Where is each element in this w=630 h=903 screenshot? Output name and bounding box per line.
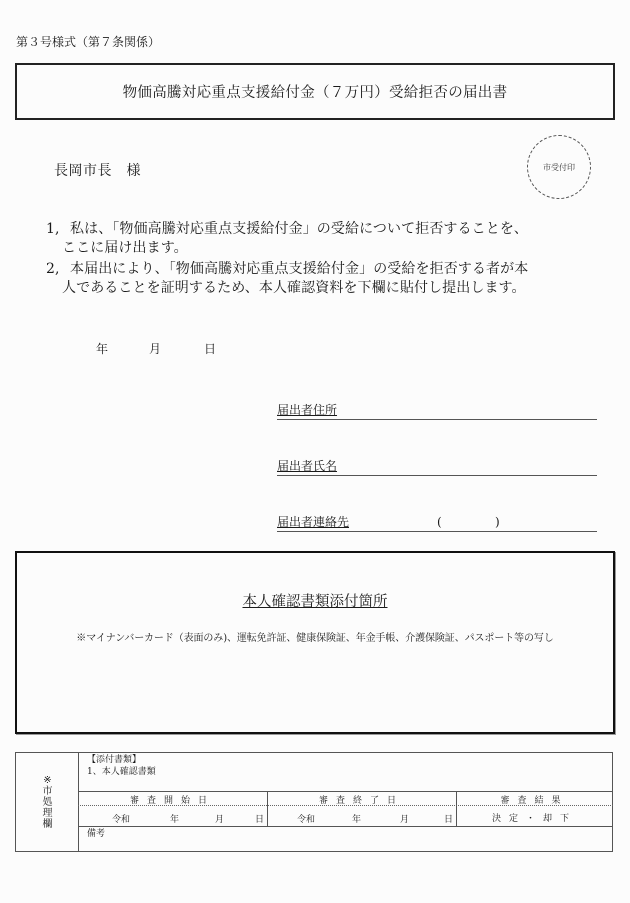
start-month: 月: [215, 815, 225, 825]
addressee: 長岡市長 様: [54, 163, 141, 179]
attached-docs-item: 1、本人確認書類: [87, 767, 156, 777]
end-era: 令和: [297, 815, 316, 825]
name-field[interactable]: [277, 457, 597, 476]
statement-number: 2,: [46, 261, 60, 277]
remarks-label: 備考: [87, 829, 106, 839]
attachment-note: ※マイナンバーカード（表面のみ)、運転免許証、健康保険証、年金手帳、介護保険証、パスポート等の写し: [76, 633, 554, 644]
paren-close: ): [495, 515, 500, 529]
paren-open: (: [437, 515, 442, 529]
divider: [78, 826, 613, 827]
statement-text: 私は、「物価高騰対応重点支援給付金」の受給について拒否することを、: [70, 221, 529, 237]
statement-text-cont: ここに届け出ます。: [62, 240, 188, 256]
review-end-header: 審査終了日: [318, 796, 404, 806]
divider: [78, 791, 613, 792]
address-label: 届出者住所: [277, 403, 338, 417]
statement-text: 本届出により、「物価高騰対応重点支援給付金」の受給を拒否する者が本: [70, 261, 529, 277]
contact-field[interactable]: [277, 513, 597, 532]
stamp-label: 市受付印: [543, 162, 575, 172]
statement-1: [46, 220, 528, 258]
label-char: ※: [43, 775, 52, 786]
address-field[interactable]: [277, 401, 597, 420]
label-char: 市: [42, 786, 53, 797]
contact-label: 届出者連絡先: [277, 515, 350, 529]
statement-2: [46, 260, 528, 298]
label-char: 処: [42, 797, 53, 808]
attached-docs-header: 【添付書類】: [87, 755, 142, 765]
form-number: 第３号様式（第７条関係）: [16, 35, 161, 49]
review-result-value: 決定・却下: [491, 814, 577, 824]
document-title-box: [15, 63, 615, 120]
statement-text-cont: 人であることを証明するため、本人確認資料を下欄に貼付し提出します。: [62, 280, 526, 296]
attachment-title: 本人確認書類添付箇所: [242, 594, 388, 610]
start-era: 令和: [112, 815, 131, 825]
name-label: 届出者氏名: [277, 459, 338, 473]
statement-number: 1,: [46, 221, 60, 237]
date-year: 年: [96, 342, 109, 356]
office-use-label: [16, 775, 79, 830]
id-document-attachment-area[interactable]: [15, 551, 615, 734]
date-month: 月: [149, 342, 162, 356]
end-month: 月: [400, 815, 410, 825]
date-day: 日: [204, 342, 217, 356]
end-year: 年: [352, 815, 362, 825]
label-char: 理: [42, 808, 53, 819]
end-day: 日: [444, 815, 454, 825]
label-char: 欄: [42, 819, 53, 830]
reception-stamp-circle: [527, 135, 591, 199]
document-title: 物価高騰対応重点支援給付金（７万円）受給拒否の届出書: [122, 85, 508, 101]
review-result-header: 審査結果: [500, 796, 569, 806]
start-day: 日: [255, 815, 265, 825]
start-year: 年: [170, 815, 180, 825]
review-start-header: 審査開始日: [129, 796, 215, 806]
office-use-table: [15, 752, 613, 852]
